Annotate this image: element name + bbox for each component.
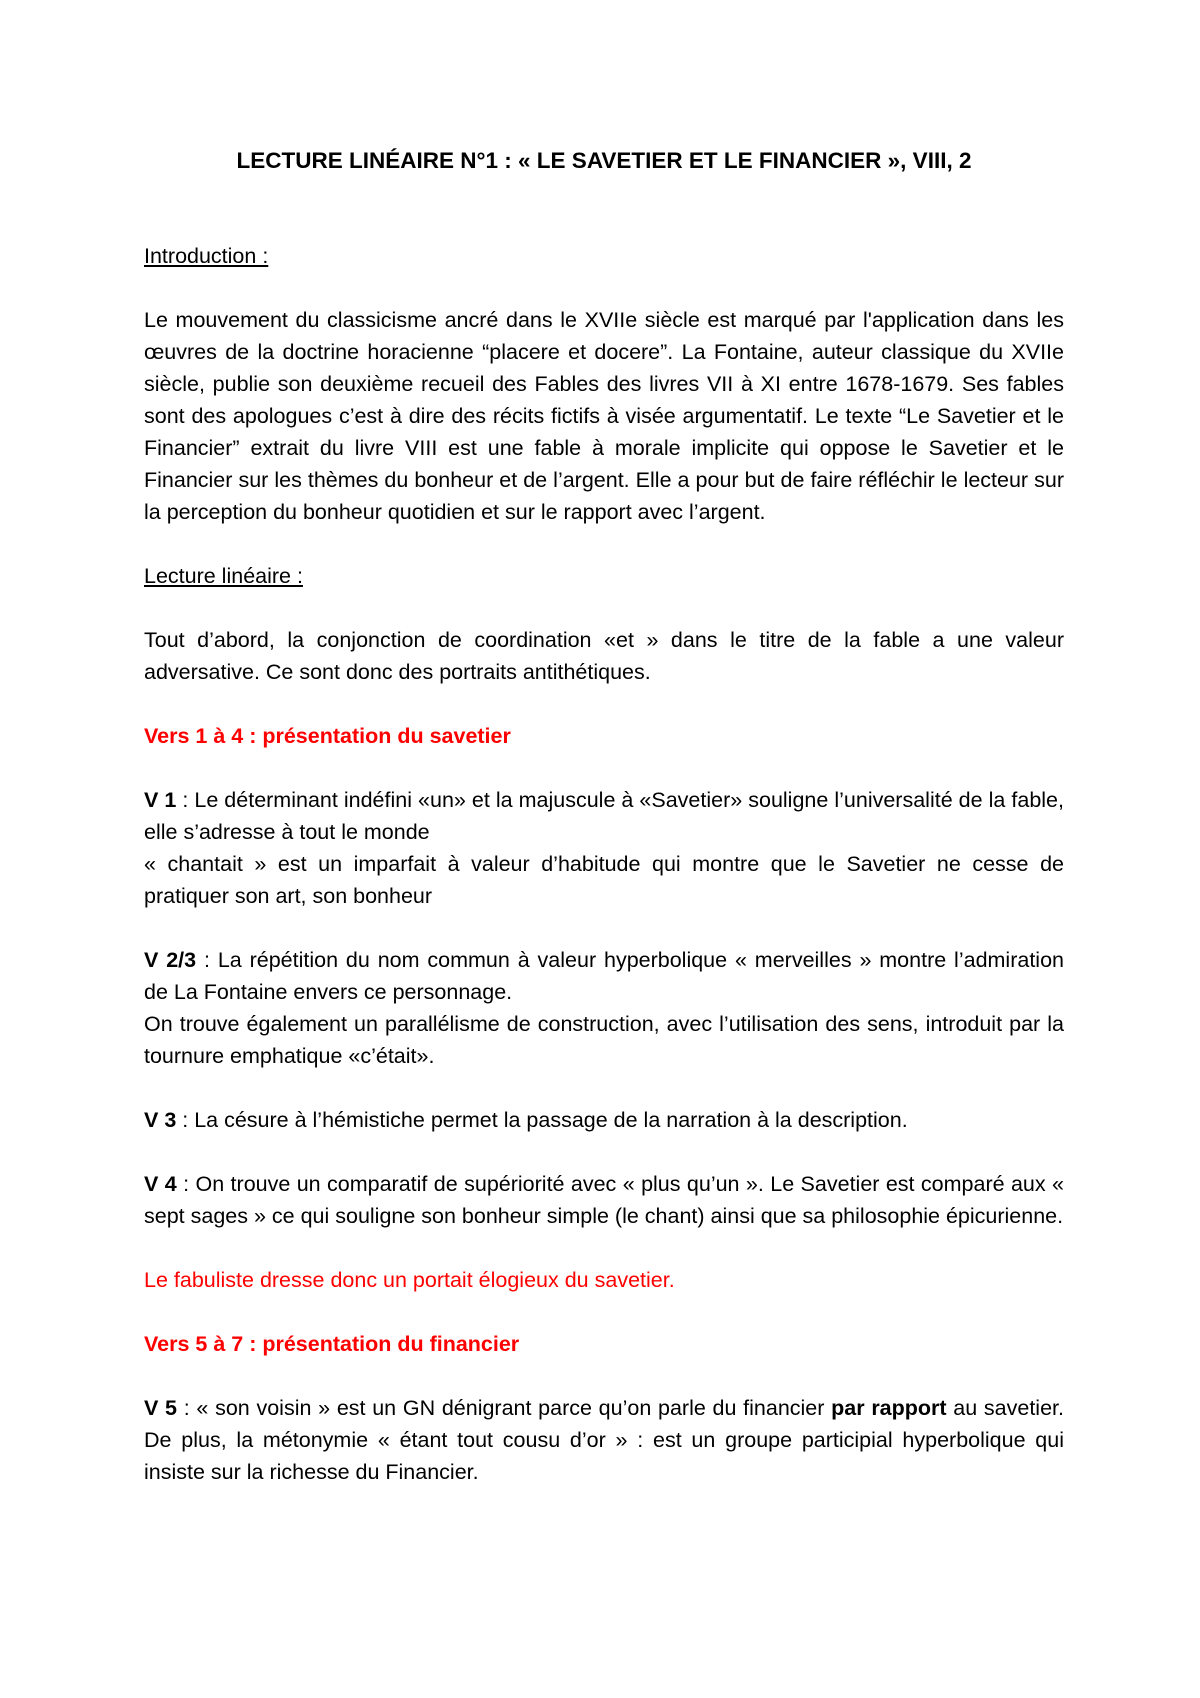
intro-heading: Introduction :	[144, 244, 269, 268]
page-title: LECTURE LINÉAIRE N°1 : « LE SAVETIER ET LE FINANCIER », VIII, 2	[236, 148, 972, 173]
v1-paragraph-b: « chantait » est un imparfait à valeur d’habitude qui montre que le Savetier ne cesse de pratiquer son art, son bonheur	[144, 852, 1064, 908]
v23-label: V 2/3	[144, 948, 197, 972]
v1-text-a: : Le déterminant indéfini «un» et la majuscule à «Savetier» souligne l’universalité de la fable, elle s’adresse à tout le monde	[144, 788, 1064, 844]
v3-paragraph	[144, 1104, 1064, 1136]
intro-paragraph: Le mouvement du classicisme ancré dans le XVIIe siècle est marqué par l'application dans les œuvres de la doctrine horacienne “placere et docere”. La Fontaine, auteur classique du XVIIe siècle, publie son deuxième recueil des Fables des livres VII à XI entre 1678-1679. Ses fables sont des apologues c’est à dire des récits fictifs à visée argumentatif. Le texte “Le Savetier et le Financier” extrait du livre VIII est une fable à morale implicite qui oppose le Savetier et le Financier sur les thèmes du bonheur et de l’argent. Elle a pour but de faire réfléchir le lecteur sur la perception du bonheur quotidien et sur le rapport avec l’argent.	[144, 308, 1064, 524]
v3-text: : La césure à l’hémistiche permet la passage de la narration à la description.	[176, 1108, 908, 1132]
v23-paragraph	[144, 944, 1064, 1008]
v1-paragraph	[144, 784, 1064, 848]
v23-paragraph-b: On trouve également un parallélisme de construction, avec l’utilisation des sens, introduit par la tournure emphatique «c’était».	[144, 1012, 1064, 1068]
v5-text-a: : « son voisin » est un GN dénigrant parce qu’on parle du financier	[177, 1396, 832, 1420]
v4-paragraph	[144, 1168, 1064, 1232]
v5-label: V 5	[144, 1396, 178, 1420]
lecture-paragraph: Tout d’abord, la conjonction de coordination «et » dans le titre de la fable a une valeur adversative. Ce sont donc des portraits antithétiques.	[144, 628, 1064, 684]
lecture-heading: Lecture linéaire :	[144, 564, 303, 588]
v4-label: V 4	[144, 1172, 177, 1196]
v5-bold-text: par rapport	[831, 1396, 947, 1420]
v23-text-a: : La répétition du nom commun à valeur hyperbolique « merveilles » montre l’admiration de La Fontaine envers ce personnage.	[144, 948, 1064, 1004]
v3-label: V 3	[144, 1108, 177, 1132]
v5-text-b: au savetier. De plus, la métonymie « étant tout cousu d’or » : est un groupe participial hyperbolique qui insiste sur la richesse du Financier.	[144, 1396, 1064, 1484]
v1-label: V 1	[144, 788, 177, 812]
v5-paragraph	[144, 1392, 1064, 1488]
section2-heading: Vers 5 à 7 : présentation du financier	[144, 1332, 520, 1356]
conclusion-savetier: Le fabuliste dresse donc un portait élogieux du savetier.	[144, 1268, 675, 1292]
section1-heading: Vers 1 à 4 : présentation du savetier	[144, 724, 511, 748]
v4-text: : On trouve un comparatif de supériorité avec « plus qu’un ». Le Savetier est comparé aux « sept sages » ce qui souligne son bonheur simple (le chant) ainsi que sa philosophie épicurienne.	[144, 1172, 1064, 1228]
